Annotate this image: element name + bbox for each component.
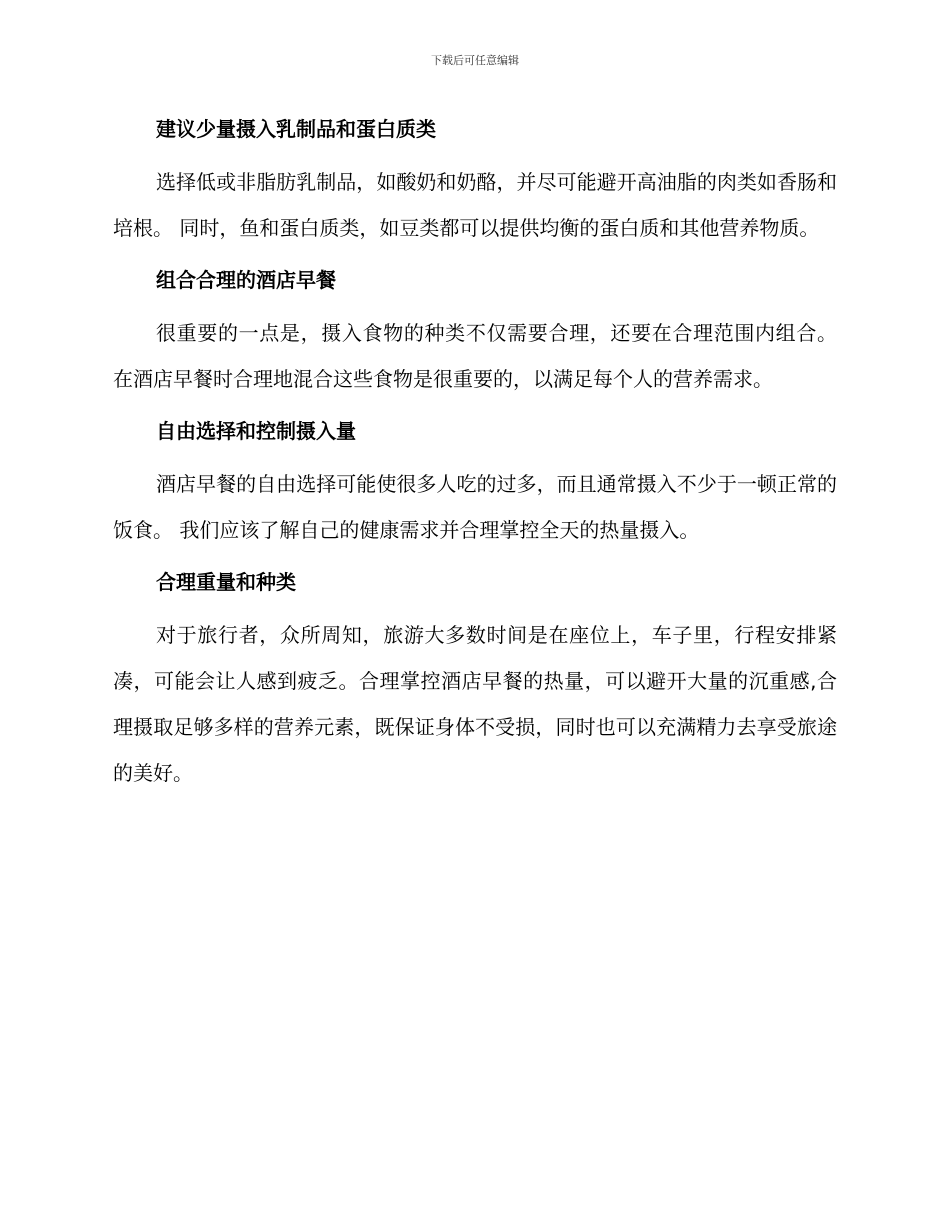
section-heading: 合理重量和种类 [156, 570, 296, 594]
section-heading: 组合合理的酒店早餐 [156, 268, 336, 292]
section-paragraph: 酒店早餐的自由选择可能使很多人吃的过多，而且通常摄入不少于一顿正常的饭食。 我们应该了解自己的健康需求并合理掌控全天的热量摄入。 [113, 472, 837, 542]
section-paragraph: 选择低或非脂肪乳制品，如酸奶和奶酪，并尽可能避开高油脂的肉类如香肠和培根。 同时，鱼和蛋白质类，如豆类都可以提供均衡的蛋白质和其他营养物质。 [113, 170, 837, 240]
section-heading: 自由选择和控制摄入量 [156, 419, 356, 443]
page-header: 下载后可任意编辑 [431, 54, 519, 67]
section-paragraph: 对于旅行者，众所周知，旅游大多数时间是在座位上，车子里，行程安排紧凑，可能会让人感到疲乏。合理掌控酒店早餐的热量，可以避开大量的沉重感,合理摄取足够多样的营养元素，既保证身体不受损，同时也可以充满精力去享受旅途的美好。 [113, 623, 837, 785]
document-body [113, 113, 837, 796]
section-paragraph: 很重要的一点是，摄入食物的种类不仅需要合理，还要在合理范围内组合。 在酒店早餐时合理地混合这些食物是很重要的，以满足每个人的营养需求。 [113, 321, 837, 391]
section-heading: 建议少量摄入乳制品和蛋白质类 [156, 117, 436, 141]
